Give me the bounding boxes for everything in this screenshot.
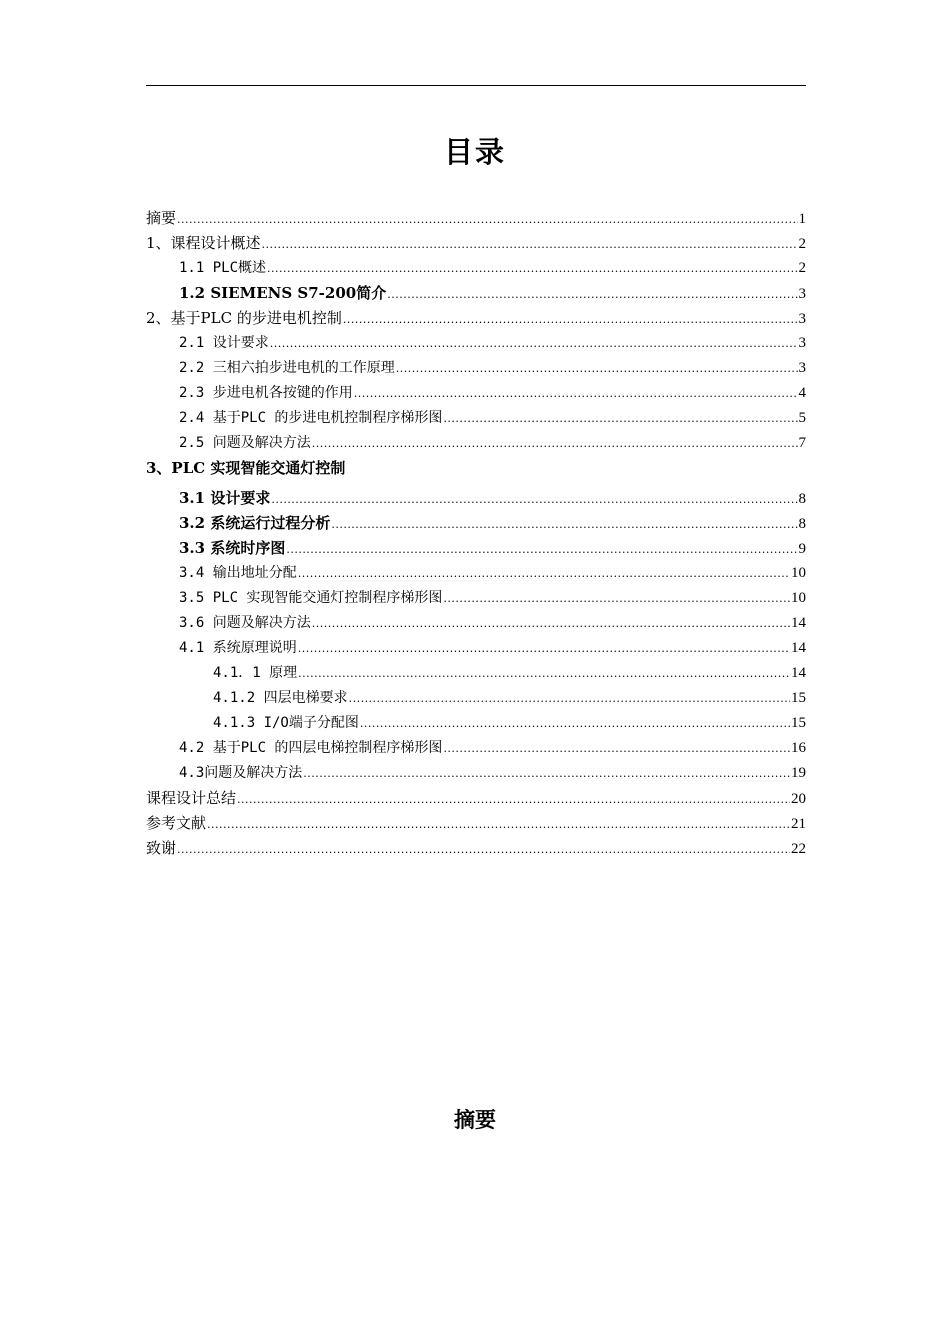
- toc-entry-label: 4.1.2 四层电梯要求: [213, 690, 348, 706]
- toc-entry-2[interactable]: [146, 307, 806, 329]
- toc-entry-3-4[interactable]: [179, 562, 806, 584]
- toc-entry-page: 22: [791, 841, 806, 857]
- abstract-heading: 摘要: [454, 1107, 496, 1132]
- toc-entry-label: 摘要: [146, 209, 177, 227]
- toc-entry-3-3[interactable]: [179, 537, 806, 559]
- toc-leader-dots: [237, 793, 790, 806]
- toc-entry-label: 2.4 基于PLC 的步进电机控制程序梯形图: [179, 410, 443, 426]
- toc-entry-label: 致谢: [146, 839, 177, 857]
- toc-entry-page: 1: [798, 211, 806, 227]
- toc-entry-label: 课程设计总结: [146, 789, 237, 807]
- toc-entry-page: 14: [791, 640, 806, 656]
- toc-leader-dots: [331, 518, 797, 531]
- toc-leader-dots: [298, 667, 790, 680]
- toc-entry-label: 1.2 SIEMENS S7-200简介: [179, 284, 387, 302]
- toc-leader-dots: [271, 493, 797, 506]
- toc-leader-dots: [360, 717, 790, 730]
- toc-entry-label: 参考文献: [146, 814, 207, 832]
- toc-entry-label: 4.2 基于PLC 的四层电梯控制程序梯形图: [179, 740, 443, 756]
- toc-entry-acknowledgements[interactable]: [146, 837, 806, 859]
- toc-entry-page: 19: [791, 765, 806, 781]
- toc-leader-dots: [312, 437, 798, 450]
- toc-leader-dots: [343, 313, 798, 326]
- toc-entry-page: 8: [798, 516, 806, 532]
- toc-entry-4-1-2[interactable]: [213, 687, 806, 709]
- toc-entry-page: 3: [798, 360, 806, 376]
- toc-entry-4-2[interactable]: [179, 737, 806, 759]
- toc-leader-dots: [349, 692, 790, 705]
- toc-leader-dots: [443, 742, 790, 755]
- toc-entry-page: 3: [798, 311, 806, 327]
- toc-leader-dots: [443, 592, 790, 605]
- toc-entry-abstract[interactable]: [146, 207, 806, 229]
- toc-entry-page: 7: [798, 435, 806, 451]
- toc-leader-dots: [387, 288, 797, 301]
- toc-entry-3-5[interactable]: [179, 587, 806, 609]
- toc-entry-page: 14: [791, 665, 806, 681]
- toc-entry-page: 3: [798, 286, 806, 302]
- toc-entry-4-1-3[interactable]: [213, 712, 806, 734]
- toc-entry-summary[interactable]: [146, 787, 806, 809]
- toc-entry-3-1[interactable]: [179, 487, 806, 509]
- toc-entry-label: 4.1.3 I/O端子分配图: [213, 715, 359, 731]
- toc-title: 目录: [443, 135, 506, 169]
- toc-entry-1-1[interactable]: [179, 257, 806, 279]
- toc-entry-2-4[interactable]: [179, 407, 806, 429]
- toc-leader-dots: [262, 238, 798, 251]
- toc-entry-4-1[interactable]: [179, 637, 806, 659]
- toc-leader-dots: [267, 262, 797, 275]
- toc-entry-label: 2.1 设计要求: [179, 335, 269, 351]
- toc-entry-page: 8: [798, 491, 806, 507]
- toc-entry-label: 3.1 设计要求: [179, 489, 271, 507]
- toc-leader-dots: [298, 567, 790, 580]
- toc-entry-label: 2.2 三相六拍步进电机的工作原理: [179, 360, 395, 376]
- toc-entry-page: 2: [798, 236, 806, 252]
- toc-entry-page: 9: [798, 541, 806, 557]
- toc-entry-label: 4.1 系统原理说明: [179, 640, 297, 656]
- toc-entry-3-2[interactable]: [179, 512, 806, 534]
- toc-entry-3[interactable]: 3、PLC 实现智能交通灯控制: [146, 459, 346, 477]
- toc-entry-label: 1.1 PLC概述: [179, 260, 267, 276]
- toc-entry-page: 10: [791, 590, 806, 606]
- toc-entry-page: 4: [798, 385, 806, 401]
- toc-entry-label: 2.5 问题及解决方法: [179, 435, 311, 451]
- toc-entry-label: 3.6 问题及解决方法: [179, 615, 311, 631]
- toc-entry-label: 2、基于PLC 的步进电机控制: [146, 309, 342, 327]
- toc-entry-page: 21: [791, 816, 806, 832]
- toc-entry-page: 2: [798, 260, 806, 276]
- toc-leader-dots: [443, 412, 797, 425]
- toc-leader-dots: [177, 843, 790, 856]
- toc-leader-dots: [312, 617, 790, 630]
- toc-entry-page: 10: [791, 565, 806, 581]
- toc-entry-label: 4.1．1 原理: [213, 665, 298, 681]
- toc-leader-dots: [303, 767, 790, 780]
- toc-entry-page: 20: [791, 791, 806, 807]
- toc-entry-references[interactable]: [146, 812, 806, 834]
- toc-entry-label: 3.2 系统运行过程分析: [179, 514, 331, 532]
- toc-leader-dots: [354, 387, 798, 400]
- toc-entry-page: 15: [791, 715, 806, 731]
- header-rule: [146, 85, 806, 86]
- toc-entry-4-1-1[interactable]: [213, 662, 806, 684]
- toc-entry-page: 14: [791, 615, 806, 631]
- toc-entry-label: 4.3问题及解决方法: [179, 765, 303, 781]
- toc-entry-2-5[interactable]: [179, 432, 806, 454]
- toc-leader-dots: [396, 362, 798, 375]
- toc-entry-3-6[interactable]: [179, 612, 806, 634]
- toc-leader-dots: [177, 213, 797, 226]
- toc-leader-dots: [298, 642, 790, 655]
- toc-entry-label: 3.3 系统时序图: [179, 539, 286, 557]
- toc-entry-4-3[interactable]: [179, 762, 806, 784]
- toc-leader-dots: [286, 543, 797, 556]
- toc-entry-label: 2.3 步进电机各按键的作用: [179, 385, 353, 401]
- toc-entry-1[interactable]: [146, 232, 806, 254]
- toc-entry-page: 5: [798, 410, 806, 426]
- toc-entry-label: 3.5 PLC 实现智能交通灯控制程序梯形图: [179, 590, 443, 606]
- toc-entry-page: 3: [798, 335, 806, 351]
- toc-leader-dots: [270, 337, 798, 350]
- toc-entry-2-2[interactable]: [179, 357, 806, 379]
- toc-entry-1-2[interactable]: [179, 282, 806, 304]
- toc-entry-label: 3.4 输出地址分配: [179, 565, 297, 581]
- toc-leader-dots: [207, 818, 790, 831]
- toc-entry-page: 16: [791, 740, 806, 756]
- toc-entry-page: 15: [791, 690, 806, 706]
- toc-entry-label: 1、课程设计概述: [146, 234, 261, 252]
- toc-entry-2-3[interactable]: [179, 382, 806, 404]
- toc-entry-2-1[interactable]: [179, 332, 806, 354]
